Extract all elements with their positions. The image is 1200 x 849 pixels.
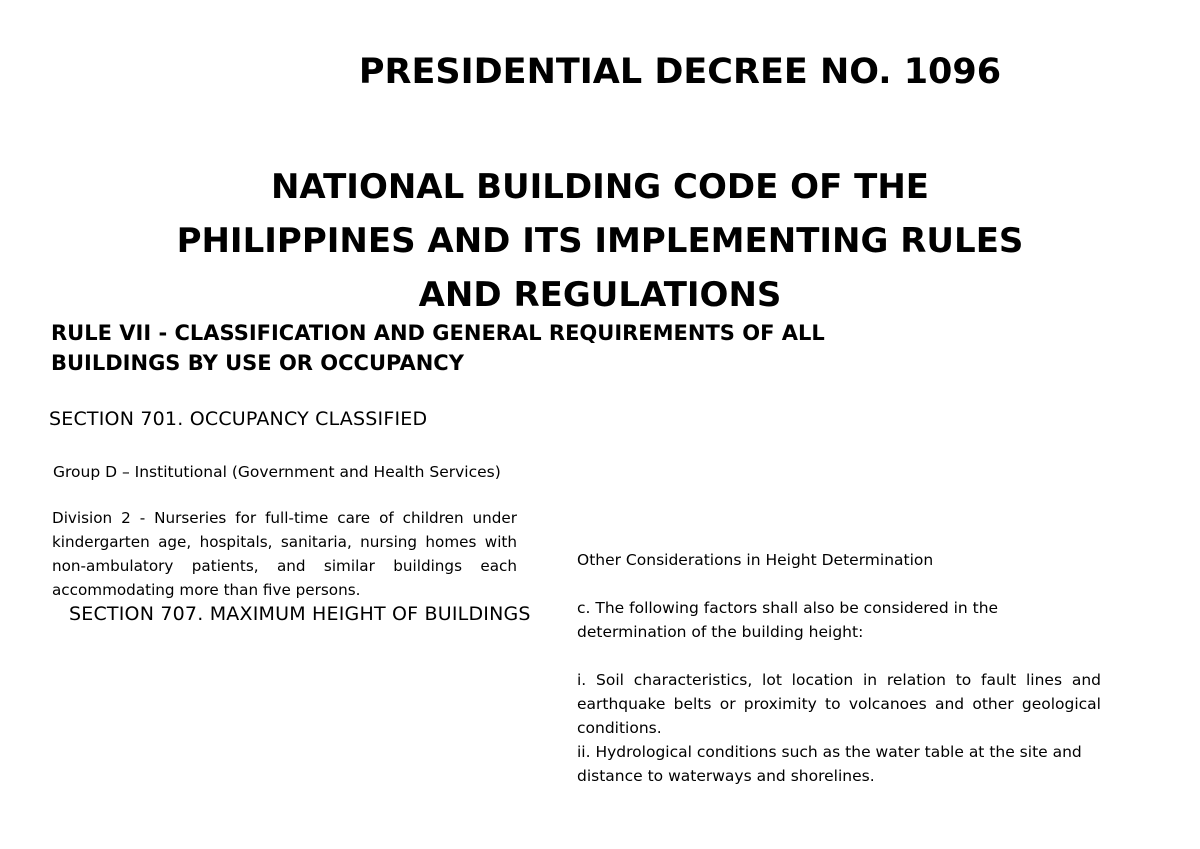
section-701-heading: SECTION 701. OCCUPANCY CLASSIFIED [49, 408, 428, 430]
group-d-line: Group D – Institutional (Government and Health Services) [53, 463, 501, 481]
code-title [150, 160, 1050, 322]
rule-heading-line: BUILDINGS BY USE OR OCCUPANCY [51, 351, 464, 375]
factor-item: i. Soil characteristics, lot location in relation to fault lines and earthquake belts or proximity to volcanoes and other geological conditions. [577, 671, 1101, 737]
code-title-line: AND REGULATIONS [418, 275, 782, 315]
division-2-paragraph: Division 2 - Nurseries for full-time care of children under kindergarten age, hospitals, sanitaria, nursing homes with non-ambulatory patients, and similar buildings each accommodating more than five persons. [52, 509, 517, 599]
rule-heading [51, 318, 951, 378]
code-title-line: PHILIPPINES AND ITS IMPLEMENTING RULES [176, 221, 1024, 261]
other-considerations-heading: Other Considerations in Height Determination [577, 551, 934, 569]
factor-list [577, 668, 1101, 788]
rule-heading-line: RULE VII - CLASSIFICATION AND GENERAL REQUIREMENTS OF ALL [51, 321, 825, 345]
factor-item: ii. Hydrological conditions such as the water table at the site and distance to waterways and shorelines. [577, 743, 1082, 785]
factors-intro-paragraph: c. The following factors shall also be considered in the determination of the building height: [577, 599, 999, 641]
code-title-line: NATIONAL BUILDING CODE OF THE [270, 167, 930, 207]
decree-title: PRESIDENTIAL DECREE NO. 1096 [358, 52, 1002, 92]
section-707-heading: SECTION 707. MAXIMUM HEIGHT OF BUILDINGS [69, 603, 531, 625]
